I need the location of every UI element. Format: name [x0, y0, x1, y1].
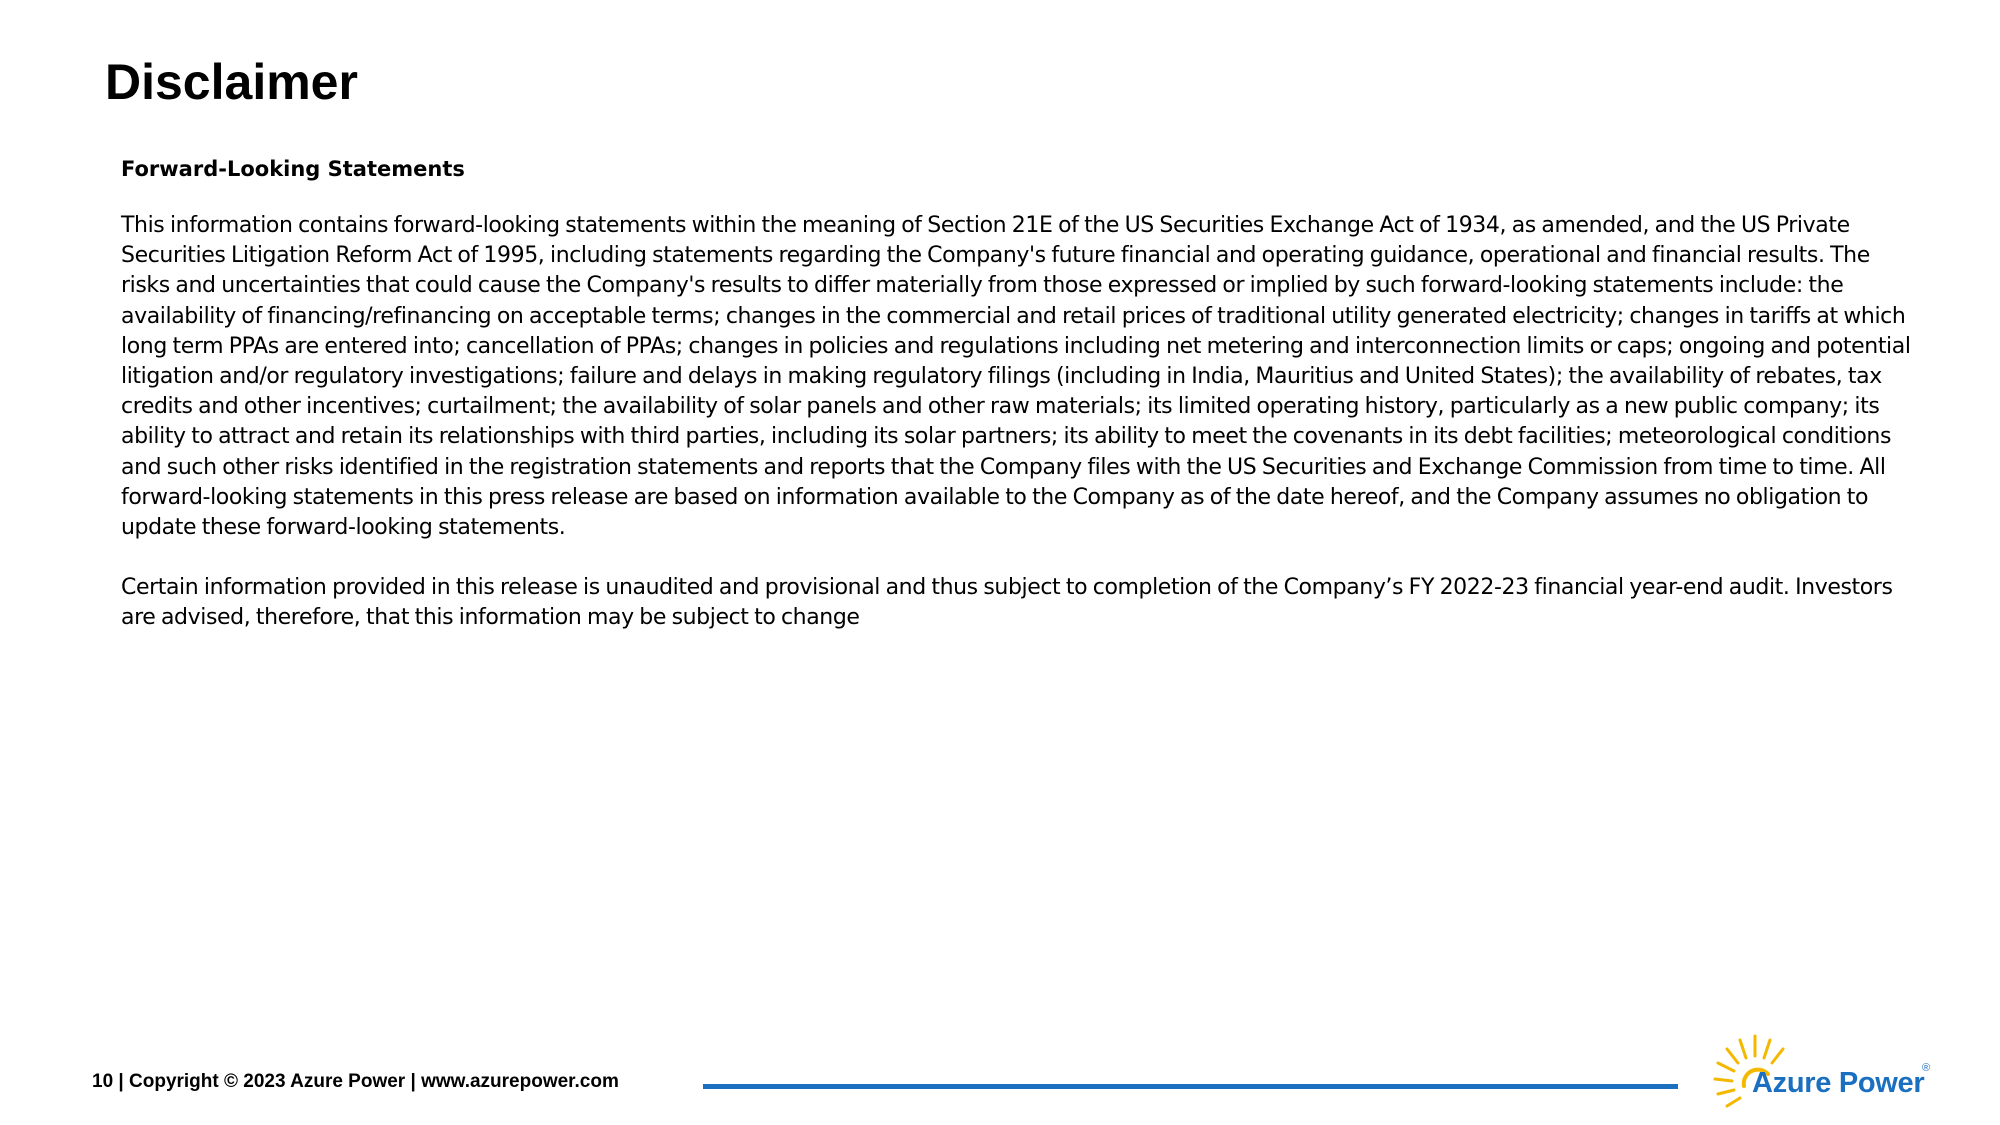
azure-power-logo: [1710, 1026, 1950, 1116]
logo-wordmark: Azure Power: [1752, 1067, 1925, 1099]
footer-divider: [703, 1084, 1678, 1089]
footer-copyright: 10 | Copyright © 2023 Azure Power | www.azurepower.com: [92, 1071, 619, 1092]
forward-looking-paragraph: This information contains forward-looking statements within the meaning of Section 21E of the US Securities Exchange Act of 1934, as amended, and the US Private Securities Litigation Reform Act of 1995, including statements regarding the Company's future financial and operating guidance, operational and financial results. The risks and uncertainties that could cause the Company's results to differ materially from those expressed or implied by such forward-looking statements include: the availability of financing/refinancing on acceptable terms; changes in the commercial and retail prices of traditional utility generated electricity; changes in tariffs at which long term PPAs are entered into; cancellation of PPAs; changes in policies and regulations including net metering and interconnection limits or caps; ongoing and potential litigation and/or regulatory investigations; failure and delays in making regulatory filings (including in India, Mauritius and United States); the availability of rebates, tax credits and other incentives; curtailment; the availability of solar panels and other raw materials; its limited operating history, particularly as a new public company; its ability to attract and retain its relationships with third parties, including its solar partners; its ability to meet the covenants in its debt facilities; meteorological conditions and such other risks identified in the registration statements and reports that the Company files with the US Securities and Exchange Commission from time to time. All forward-looking statements in this press release are based on information available to the Company as of the date hereof, and the Company assumes no obligation to update these forward-looking statements.: [121, 213, 1911, 541]
page-title: Disclaimer: [105, 54, 358, 110]
footer: [0, 1060, 2000, 1120]
section-heading: Forward-Looking Statements: [121, 157, 465, 181]
audit-notice-paragraph: Certain information provided in this release is unaudited and provisional and thus subject to completion of the Company’s FY 2022-23 financial year-end audit. Investors are advised, therefore, that this information may be subject to change: [121, 575, 1893, 631]
registered-mark: ®: [1922, 1062, 1931, 1074]
disclaimer-body: [121, 154, 1911, 664]
